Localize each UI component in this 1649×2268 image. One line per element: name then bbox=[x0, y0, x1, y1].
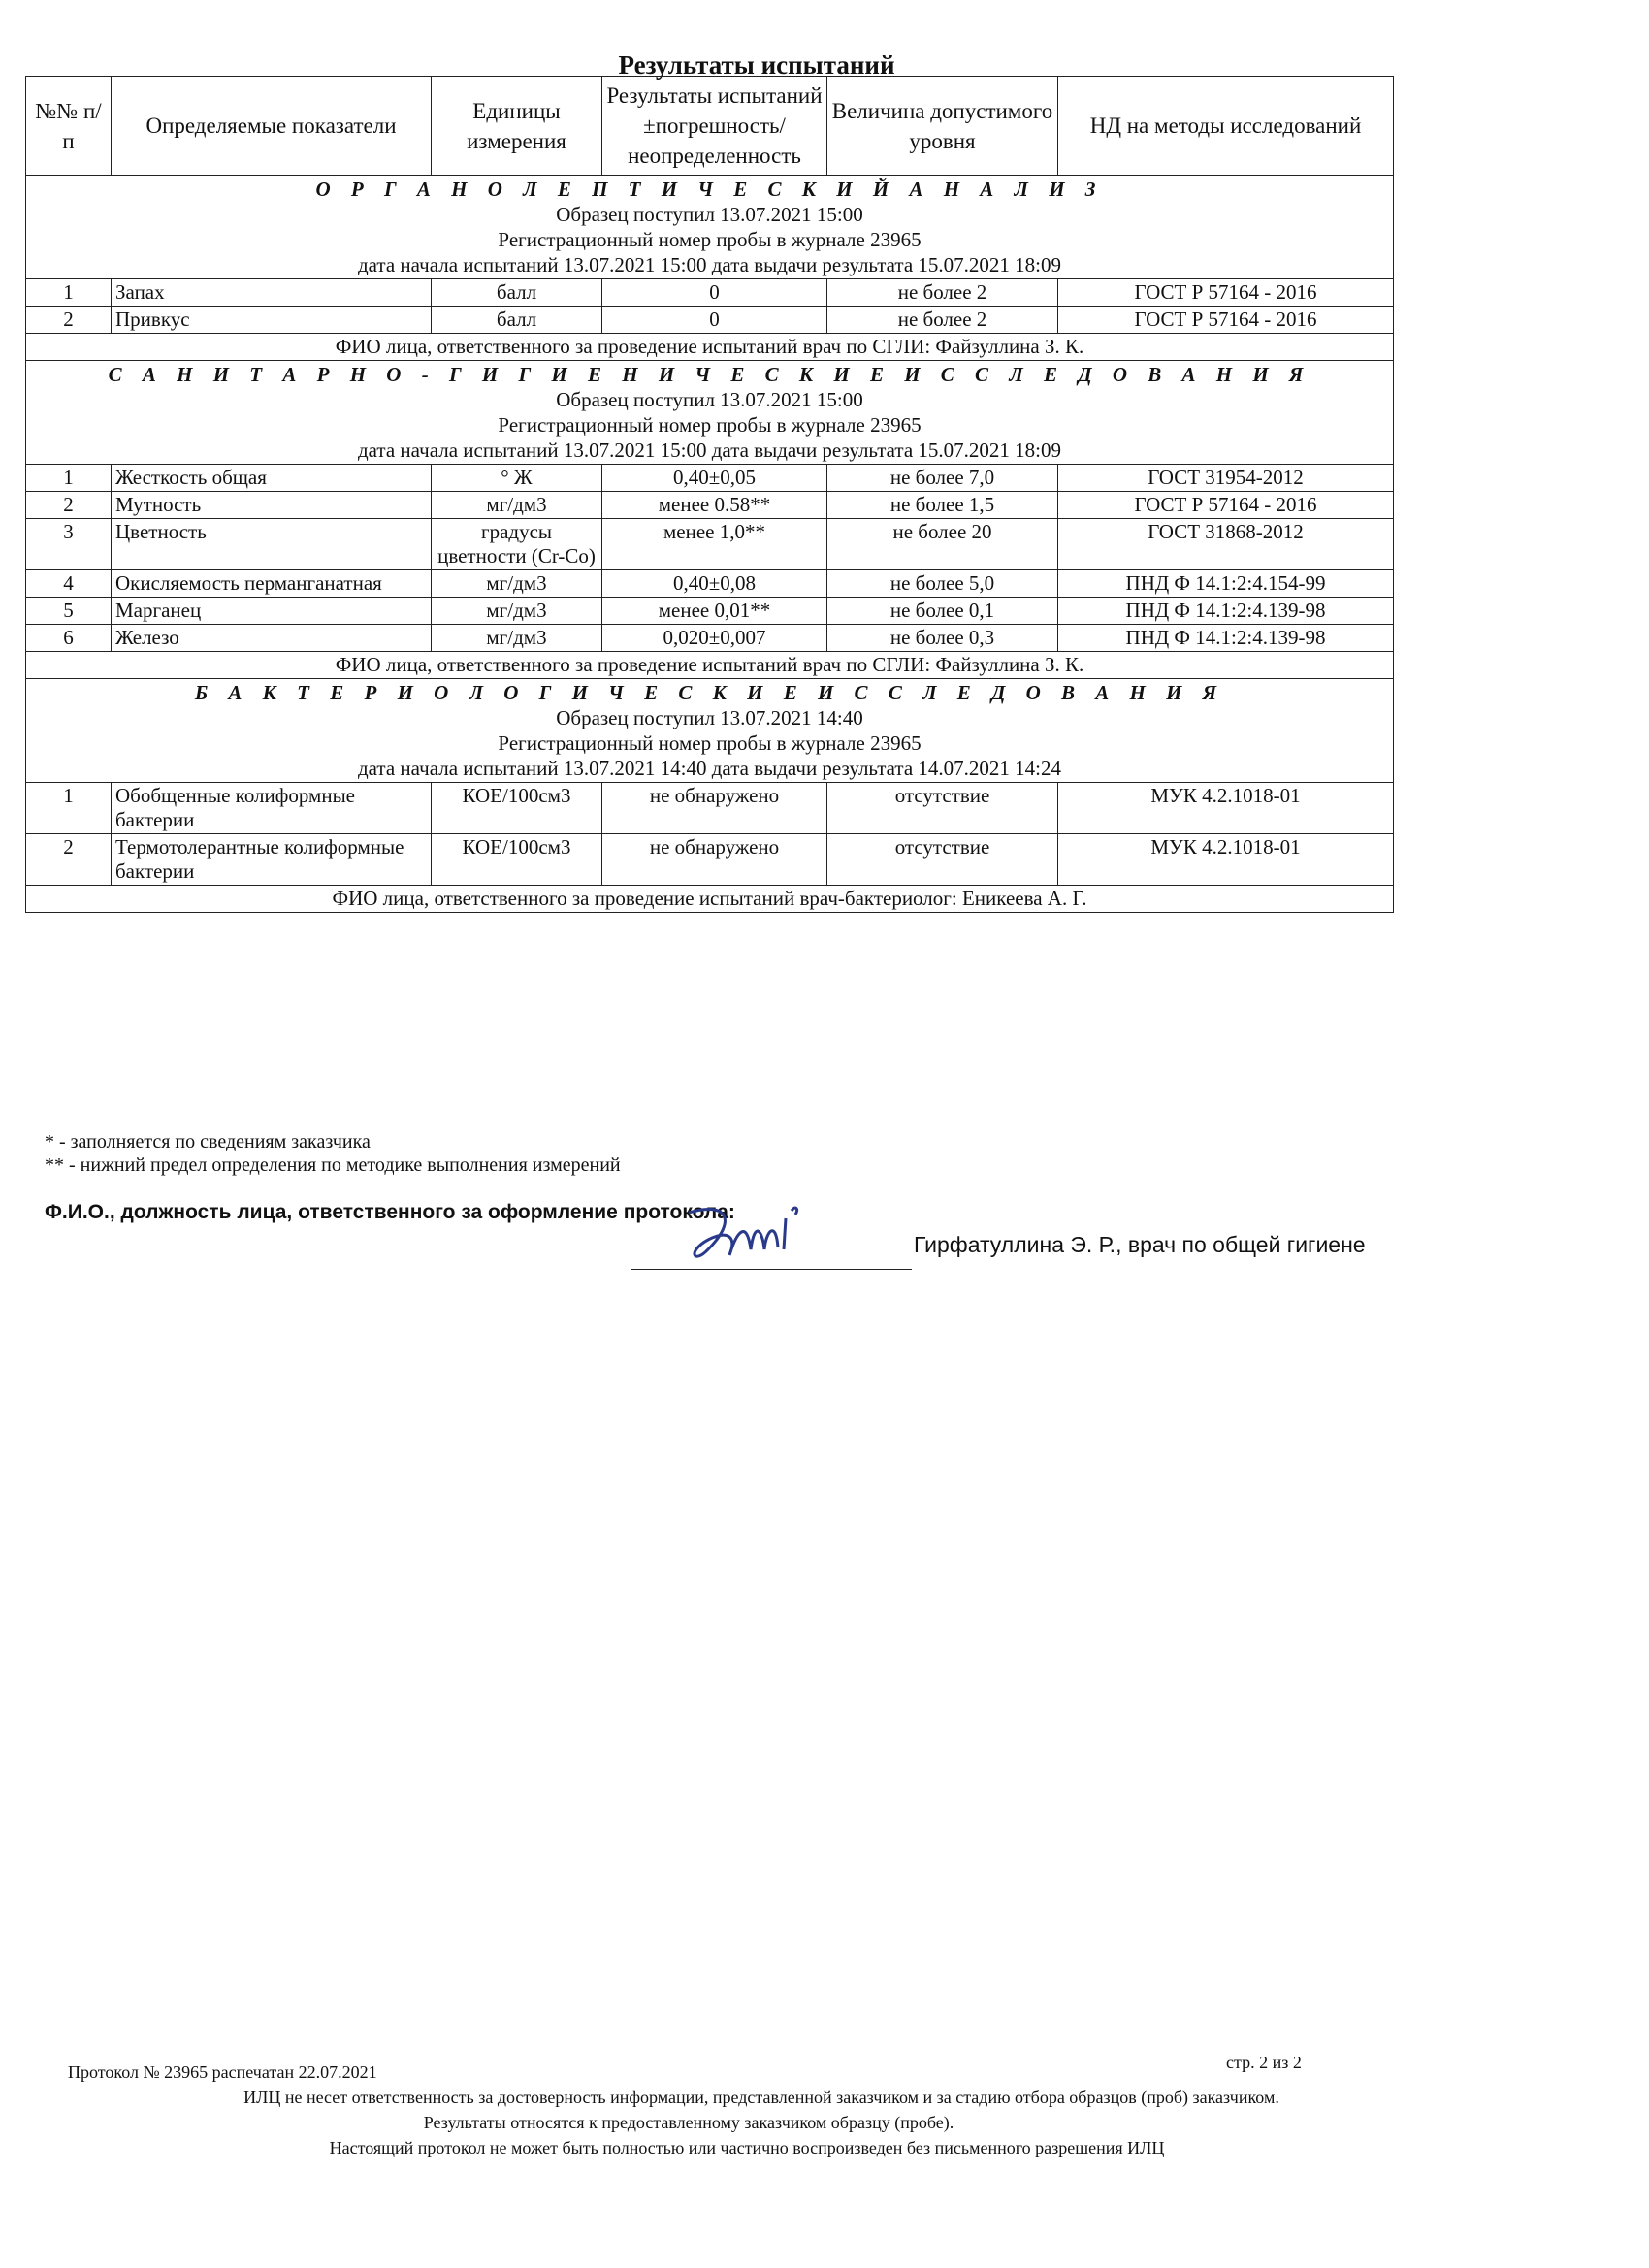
indicator-name: Марганец bbox=[112, 598, 432, 625]
table-row bbox=[26, 625, 1394, 652]
footnote-2: ** - нижний предел определения по методике выполнения измерений bbox=[45, 1154, 621, 1176]
test-dates: дата начала испытаний 13.07.2021 15:00 дата выдачи результата 15.07.2021 18:09 bbox=[357, 438, 1062, 462]
signature-label: Ф.И.О., должность лица, ответственного за оформление протокола: bbox=[45, 1201, 735, 1223]
table-row bbox=[26, 492, 1394, 519]
indicator-name: Цветность bbox=[112, 519, 432, 570]
allowed-limit: не более 5,0 bbox=[827, 570, 1058, 598]
page-number: стр. 2 из 2 bbox=[1226, 2053, 1302, 2072]
table-row bbox=[26, 783, 1394, 834]
row-number: 1 bbox=[26, 783, 112, 834]
method-doc: ГОСТ 31868-2012 bbox=[1058, 519, 1394, 570]
header-indicator: Определяемые показатели bbox=[112, 77, 432, 176]
sample-received: Образец поступил 13.07.2021 14:40 bbox=[556, 706, 863, 729]
method-doc: ПНД Ф 14.1:2:4.139-98 bbox=[1058, 598, 1394, 625]
table-row bbox=[26, 834, 1394, 886]
section-header bbox=[26, 361, 1394, 465]
section-header-row bbox=[26, 679, 1394, 783]
row-number: 2 bbox=[26, 307, 112, 334]
row-number: 1 bbox=[26, 279, 112, 307]
test-dates: дата начала испытаний 13.07.2021 15:00 дата выдачи результата 15.07.2021 18:09 bbox=[357, 253, 1062, 276]
table-row bbox=[26, 570, 1394, 598]
method-doc: ПНД Ф 14.1:2:4.139-98 bbox=[1058, 625, 1394, 652]
result-value: менее 0,01** bbox=[602, 598, 827, 625]
footnote-1: * - заполняется по сведениям заказчика bbox=[45, 1131, 371, 1152]
allowed-limit: отсутствие bbox=[827, 783, 1058, 834]
row-number: 2 bbox=[26, 492, 112, 519]
unit: мг/дм3 bbox=[432, 598, 602, 625]
method-doc: ГОСТ Р 57164 - 2016 bbox=[1058, 279, 1394, 307]
indicator-name: Жесткость общая bbox=[112, 465, 432, 492]
indicator-name: Окисляемость перманганатная bbox=[112, 570, 432, 598]
table-header-row bbox=[26, 77, 1394, 176]
protocol-print-info: Протокол № 23965 распечатан 22.07.2021 bbox=[68, 2062, 377, 2082]
section-header bbox=[26, 679, 1394, 783]
page-title: Результаты испытаний bbox=[618, 50, 895, 80]
result-value: не обнаружено bbox=[602, 834, 827, 886]
test-dates: дата начала испытаний 13.07.2021 14:40 дата выдачи результата 14.07.2021 14:24 bbox=[357, 757, 1062, 780]
disclaimer-line-1: ИЛЦ не несет ответственность за достоверность информации, представленной заказчиком и за стадию отбора образцов (проб) заказчиком. bbox=[243, 2088, 1279, 2107]
row-number: 3 bbox=[26, 519, 112, 570]
row-number: 5 bbox=[26, 598, 112, 625]
method-doc: ГОСТ 31954-2012 bbox=[1058, 465, 1394, 492]
signatory-name: Гирфатуллина Э. Р., врач по общей гигиене bbox=[914, 1232, 1366, 1257]
registration-number: Регистрационный номер пробы в журнале 23965 bbox=[498, 228, 922, 251]
method-doc: ПНД Ф 14.1:2:4.154-99 bbox=[1058, 570, 1394, 598]
responsible-row bbox=[26, 334, 1394, 361]
result-value: менее 0.58** bbox=[602, 492, 827, 519]
indicator-name: Привкус bbox=[112, 307, 432, 334]
result-value: не обнаружено bbox=[602, 783, 827, 834]
row-number: 4 bbox=[26, 570, 112, 598]
header-unit: Единицы измерения bbox=[432, 77, 602, 176]
table-row bbox=[26, 307, 1394, 334]
section-header-row bbox=[26, 361, 1394, 465]
registration-number: Регистрационный номер пробы в журнале 23965 bbox=[498, 731, 922, 755]
disclaimer-line-3: Настоящий протокол не может быть полностью или частично воспроизведен без письменного разрешения ИЛЦ bbox=[329, 2138, 1165, 2157]
signature-line bbox=[630, 1269, 912, 1270]
unit: градусы цветности (Cr-Co) bbox=[432, 519, 602, 570]
allowed-limit: не более 0,3 bbox=[827, 625, 1058, 652]
allowed-limit: не более 2 bbox=[827, 279, 1058, 307]
row-number: 1 bbox=[26, 465, 112, 492]
header-result: Результаты испытаний ±погрешность/ неопределенность bbox=[602, 77, 827, 176]
registration-number: Регистрационный номер пробы в журнале 23965 bbox=[498, 413, 922, 437]
unit: КОЕ/100см3 bbox=[432, 783, 602, 834]
method-doc: ГОСТ Р 57164 - 2016 bbox=[1058, 492, 1394, 519]
allowed-limit: отсутствие bbox=[827, 834, 1058, 886]
disclaimer-line-2: Результаты относятся к предоставленному заказчиком образцу (пробе). bbox=[423, 2113, 954, 2132]
unit: мг/дм3 bbox=[432, 492, 602, 519]
allowed-limit: не более 7,0 bbox=[827, 465, 1058, 492]
table-row bbox=[26, 279, 1394, 307]
allowed-limit: не более 20 bbox=[827, 519, 1058, 570]
section-header bbox=[26, 176, 1394, 279]
sample-received: Образец поступил 13.07.2021 15:00 bbox=[556, 203, 863, 226]
result-value: 0,40±0,08 bbox=[602, 570, 827, 598]
responsible-row bbox=[26, 886, 1394, 913]
table-row bbox=[26, 465, 1394, 492]
results-table bbox=[25, 76, 1394, 913]
sample-received: Образец поступил 13.07.2021 15:00 bbox=[556, 388, 863, 411]
responsible-row bbox=[26, 652, 1394, 679]
unit: КОЕ/100см3 bbox=[432, 834, 602, 886]
row-number: 2 bbox=[26, 834, 112, 886]
table-row bbox=[26, 519, 1394, 570]
section-title: О Р Г А Н О Л Е П Т И Ч Е С К И Й А Н А Л И З bbox=[315, 178, 1104, 201]
method-doc: МУК 4.2.1018-01 bbox=[1058, 834, 1394, 886]
result-value: менее 1,0** bbox=[602, 519, 827, 570]
section-title: Б А К Т Е Р И О Л О Г И Ч Е С К И Е И С С Л Е Д О В А Н И Я bbox=[194, 681, 1225, 704]
section-title: С А Н И Т А Р Н О - Г И Г И Е Н И Ч Е С К И Е И С С Л Е Д О В А Н И Я bbox=[108, 363, 1311, 386]
responsible-person: ФИО лица, ответственного за проведение испытаний врач по СГЛИ: Файзуллина З. К. bbox=[26, 334, 1394, 361]
header-num: №№ п/п bbox=[26, 77, 112, 176]
section-header-row bbox=[26, 176, 1394, 279]
result-value: 0 bbox=[602, 307, 827, 334]
indicator-name: Железо bbox=[112, 625, 432, 652]
responsible-person: ФИО лица, ответственного за проведение испытаний врач по СГЛИ: Файзуллина З. К. bbox=[26, 652, 1394, 679]
result-value: 0,020±0,007 bbox=[602, 625, 827, 652]
unit: балл bbox=[432, 279, 602, 307]
indicator-name: Мутность bbox=[112, 492, 432, 519]
indicator-name: Термотолерантные колиформные бактерии bbox=[112, 834, 432, 886]
result-value: 0 bbox=[602, 279, 827, 307]
header-method: НД на методы исследований bbox=[1058, 77, 1394, 176]
unit: балл bbox=[432, 307, 602, 334]
allowed-limit: не более 1,5 bbox=[827, 492, 1058, 519]
signature-image bbox=[669, 1191, 844, 1279]
indicator-name: Обобщенные колиформные бактерии bbox=[112, 783, 432, 834]
result-value: 0,40±0,05 bbox=[602, 465, 827, 492]
method-doc: ГОСТ Р 57164 - 2016 bbox=[1058, 307, 1394, 334]
table-row bbox=[26, 598, 1394, 625]
unit: мг/дм3 bbox=[432, 570, 602, 598]
allowed-limit: не более 0,1 bbox=[827, 598, 1058, 625]
unit: мг/дм3 bbox=[432, 625, 602, 652]
row-number: 6 bbox=[26, 625, 112, 652]
allowed-limit: не более 2 bbox=[827, 307, 1058, 334]
responsible-person: ФИО лица, ответственного за проведение испытаний врач-бактериолог: Еникеева А. Г. bbox=[26, 886, 1394, 913]
header-limit: Величина допустимого уровня bbox=[827, 77, 1058, 176]
unit: ° Ж bbox=[432, 465, 602, 492]
indicator-name: Запах bbox=[112, 279, 432, 307]
method-doc: МУК 4.2.1018-01 bbox=[1058, 783, 1394, 834]
